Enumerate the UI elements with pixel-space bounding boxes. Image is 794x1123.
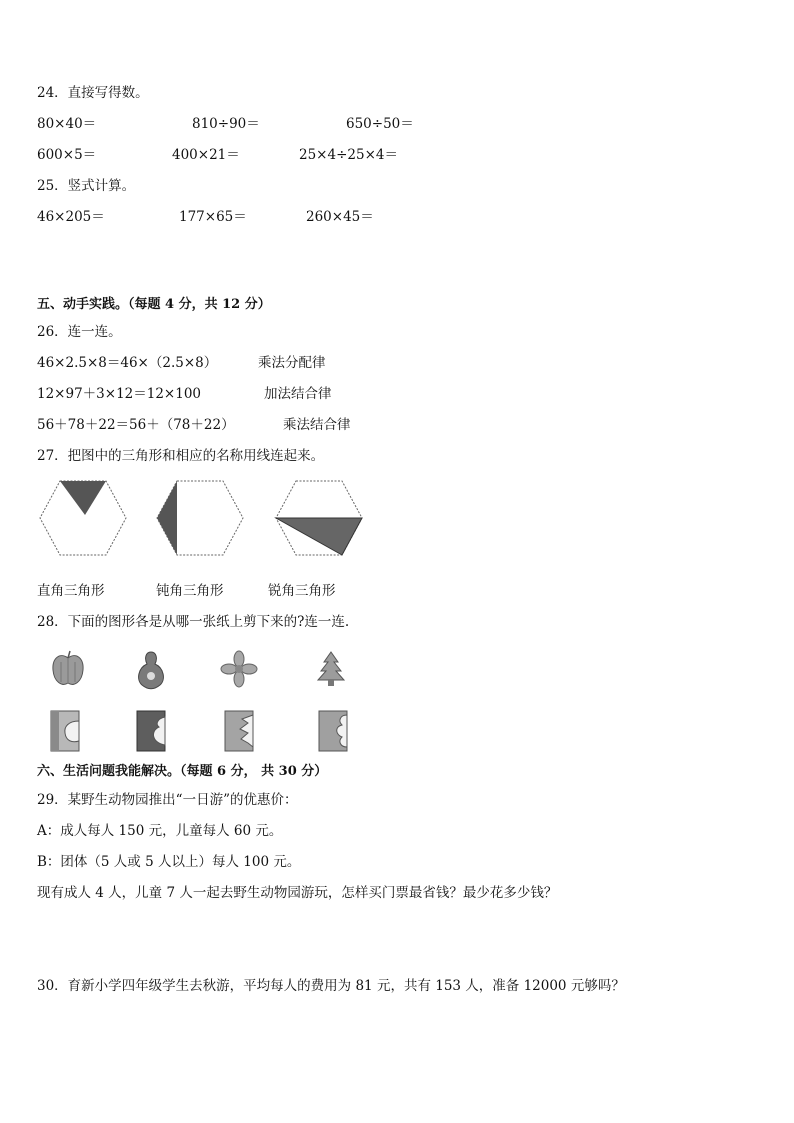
q26-left-item: 12×97＋3×12＝12×100 xyxy=(37,386,202,402)
q24-title: 24．直接写得数。 xyxy=(37,85,149,101)
q24-item: 600×5＝ xyxy=(37,147,97,163)
q25-item: 46×205＝ xyxy=(37,209,105,225)
folded-paper-1-icon xyxy=(48,709,84,753)
q28-title: 28．下面的图形各是从哪一张纸上剪下来的?连一连. xyxy=(37,614,350,630)
q27-label: 直角三角形 xyxy=(37,583,105,599)
q27-label: 钝角三角形 xyxy=(156,583,224,599)
q24-item: 25×4÷25×4＝ xyxy=(299,147,398,163)
q26-right-item: 乘法分配律 xyxy=(258,355,326,371)
folded-paper-4-icon xyxy=(316,709,352,753)
q24-item: 810÷90＝ xyxy=(192,116,260,132)
folded-paper-3-icon xyxy=(222,709,258,753)
flower-cutout-icon xyxy=(220,650,258,688)
gourd-cutout-icon xyxy=(134,650,168,690)
q25-item: 260×45＝ xyxy=(306,209,374,225)
q24-item: 650÷50＝ xyxy=(346,116,414,132)
q30-question: 30．育新小学四年级学生去秋游，平均每人的费用为 81 元，共有 153 人，准备 12000 元够吗？ xyxy=(37,978,625,994)
tree-cutout-icon xyxy=(314,650,348,688)
q29-question: 现有成人 4 人，儿童 7 人一起去野生动物园游玩，怎样买门票最省钱？最少花多少钱？ xyxy=(37,885,558,901)
q25-title: 25．竖式计算。 xyxy=(37,178,136,194)
q26-right-item: 乘法结合律 xyxy=(283,417,351,433)
q26-left-item: 46×2.5×8＝46×（2.5×8） xyxy=(37,355,218,371)
q26-right-item: 加法结合律 xyxy=(264,386,332,402)
q24-item: 400×21＝ xyxy=(172,147,240,163)
section-five-heading: 五、动手实践。（每题 4 分，共 12 分） xyxy=(37,297,271,312)
hexagon-shaded-top-icon xyxy=(38,479,128,558)
q27-title: 27．把图中的三角形和相应的名称用线连起来。 xyxy=(37,448,325,464)
q25-item: 177×65＝ xyxy=(179,209,247,225)
folded-paper-2-icon xyxy=(134,709,170,753)
q29-option-b: B：团体（5 人或 5 人以上）每人 100 元。 xyxy=(37,854,301,870)
q29-option-a: A：成人每人 150 元，儿童每人 60 元。 xyxy=(37,823,283,839)
q26-left-item: 56＋78＋22＝56＋（78＋22） xyxy=(37,417,235,433)
hexagon-shaded-left-icon xyxy=(155,479,245,558)
q24-item: 80×40＝ xyxy=(37,116,97,132)
section-six-heading: 六、生活问题我能解决。（每题 6 分， 共 30 分） xyxy=(37,764,328,779)
q27-label: 锐角三角形 xyxy=(268,583,336,599)
q29-title: 29．某野生动物园推出“一日游”的优惠价： xyxy=(37,792,298,808)
apple-cutout-icon xyxy=(50,650,86,688)
q26-title: 26．连一连。 xyxy=(37,324,122,340)
hexagon-shaded-diagonal-icon xyxy=(274,479,364,558)
